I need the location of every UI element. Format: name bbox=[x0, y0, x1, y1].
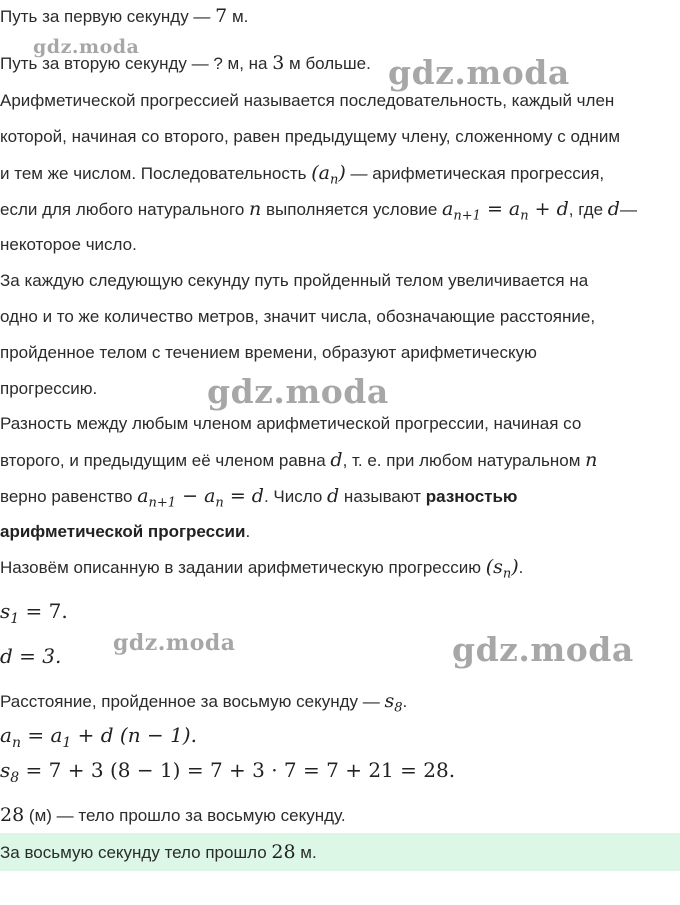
math: + d bbox=[528, 198, 569, 220]
text-span: и тем же числом. Последовательность bbox=[0, 164, 312, 183]
text-span: м больше. bbox=[284, 54, 371, 73]
math: = 7. bbox=[19, 599, 68, 623]
math: (s bbox=[485, 556, 503, 578]
watermark: gdz.moda bbox=[207, 372, 389, 411]
text-span: (м) — тело прошло за восьмую секунду. bbox=[24, 806, 346, 825]
math-subscript: n bbox=[502, 566, 512, 582]
text-line: которой, начиная со второго, равен предыдущему члену, сложенному с одним bbox=[0, 127, 621, 146]
text-line bbox=[0, 449, 680, 472]
watermark: gdz.moda bbox=[113, 630, 236, 656]
text-span: . bbox=[518, 558, 524, 577]
bold-term: разностью bbox=[425, 487, 518, 506]
text-span: . bbox=[402, 692, 408, 711]
watermark: gdz.moda bbox=[33, 36, 140, 58]
answer-text bbox=[0, 841, 680, 864]
text-line: Разность между любым членом арифметической прогрессии, начиная со bbox=[0, 414, 582, 433]
text-line: За каждую следующую секунду путь пройденный телом увеличивается на bbox=[0, 271, 589, 290]
equation bbox=[0, 757, 455, 791]
math: a bbox=[0, 723, 12, 747]
text-line: Арифметической прогрессией называется последовательность, каждый член bbox=[0, 91, 615, 110]
equation: d = 3. bbox=[0, 644, 62, 668]
text-span: . bbox=[245, 522, 251, 541]
text-line bbox=[0, 521, 680, 543]
math-subscript: n+1 bbox=[148, 495, 177, 511]
text-line: одно и то же количество метров, значит числа, обозначающие расстояние, bbox=[0, 307, 596, 326]
math-subscript: 1 bbox=[62, 735, 72, 751]
math: s bbox=[0, 599, 11, 623]
math: = a bbox=[20, 723, 63, 747]
text-line bbox=[0, 198, 680, 227]
text-span: второго, и предыдущим её членом равна bbox=[0, 451, 331, 470]
math: n bbox=[249, 198, 262, 220]
math: s bbox=[384, 690, 395, 712]
text-span: Путь за первую секунду — bbox=[0, 7, 216, 26]
math-subscript: n+1 bbox=[453, 208, 481, 224]
math: = d bbox=[223, 485, 264, 507]
text-span: называют bbox=[339, 487, 426, 506]
text-span: выполняется условие bbox=[261, 200, 443, 219]
watermark: gdz.moda bbox=[388, 53, 570, 92]
text-span: Назовём описанную в задании арифметическую прогрессию bbox=[0, 558, 486, 577]
text-span: . Число bbox=[263, 487, 328, 506]
answer-box bbox=[0, 833, 680, 871]
math-subscript: 8 bbox=[394, 700, 403, 716]
text-line bbox=[0, 485, 680, 514]
math-subscript: n bbox=[520, 208, 529, 224]
text-span: — арифметическая прогрессия, bbox=[345, 164, 605, 183]
watermark: gdz.moda bbox=[452, 630, 634, 669]
math: (a bbox=[311, 162, 330, 184]
math: + d (n − 1). bbox=[71, 723, 197, 747]
math: d bbox=[330, 449, 343, 471]
math: n bbox=[585, 449, 598, 471]
math: d bbox=[327, 485, 340, 507]
text-span: За восьмую секунду тело прошло bbox=[0, 843, 272, 862]
equation bbox=[0, 598, 68, 632]
equation bbox=[0, 722, 197, 756]
text-line: пройденное телом с течением времени, образуют арифметическую bbox=[0, 343, 537, 362]
number: 28 bbox=[271, 841, 296, 863]
number: 28 bbox=[0, 804, 25, 826]
text-span: , где bbox=[568, 200, 608, 219]
math-subscript: 1 bbox=[10, 611, 20, 627]
text-line bbox=[0, 804, 680, 827]
math: = 7 + 3 (8 − 1) = 7 + 3 · 7 = 7 + 21 = 28. bbox=[19, 758, 456, 782]
text-span: , т. е. при любом натуральном bbox=[342, 451, 586, 470]
text-line bbox=[0, 5, 680, 28]
text-line bbox=[0, 162, 680, 191]
math: = a bbox=[480, 198, 521, 220]
text-span: м. bbox=[227, 7, 249, 26]
text-line bbox=[0, 52, 680, 75]
math-subscript: 8 bbox=[10, 770, 20, 786]
text-span: Путь за вторую секунду — ? м, на bbox=[0, 54, 273, 73]
math: ) bbox=[511, 556, 519, 578]
math: a bbox=[442, 198, 454, 220]
number: 3 bbox=[272, 52, 285, 74]
math: a bbox=[137, 485, 149, 507]
math: − a bbox=[176, 485, 216, 507]
text-line bbox=[0, 556, 680, 585]
text-span: м. bbox=[295, 843, 317, 862]
number: 7 bbox=[215, 5, 228, 27]
math-subscript: n bbox=[11, 735, 21, 751]
text-line: прогрессию. bbox=[0, 379, 98, 398]
text-span: если для любого натурального bbox=[0, 200, 250, 219]
math: s bbox=[0, 758, 11, 782]
text-span: верно равенство bbox=[0, 487, 138, 506]
math: ) bbox=[338, 162, 346, 184]
math-subscript: n bbox=[215, 495, 224, 511]
text-span: Расстояние, пройденное за восьмую секунду — bbox=[0, 692, 385, 711]
bold-term: арифметической прогрессии bbox=[0, 522, 246, 541]
math: d bbox=[607, 198, 620, 220]
text-line bbox=[0, 690, 680, 719]
math-subscript: n bbox=[329, 172, 339, 188]
text-span: — bbox=[619, 200, 637, 219]
text-line: некоторое число. bbox=[0, 235, 137, 254]
